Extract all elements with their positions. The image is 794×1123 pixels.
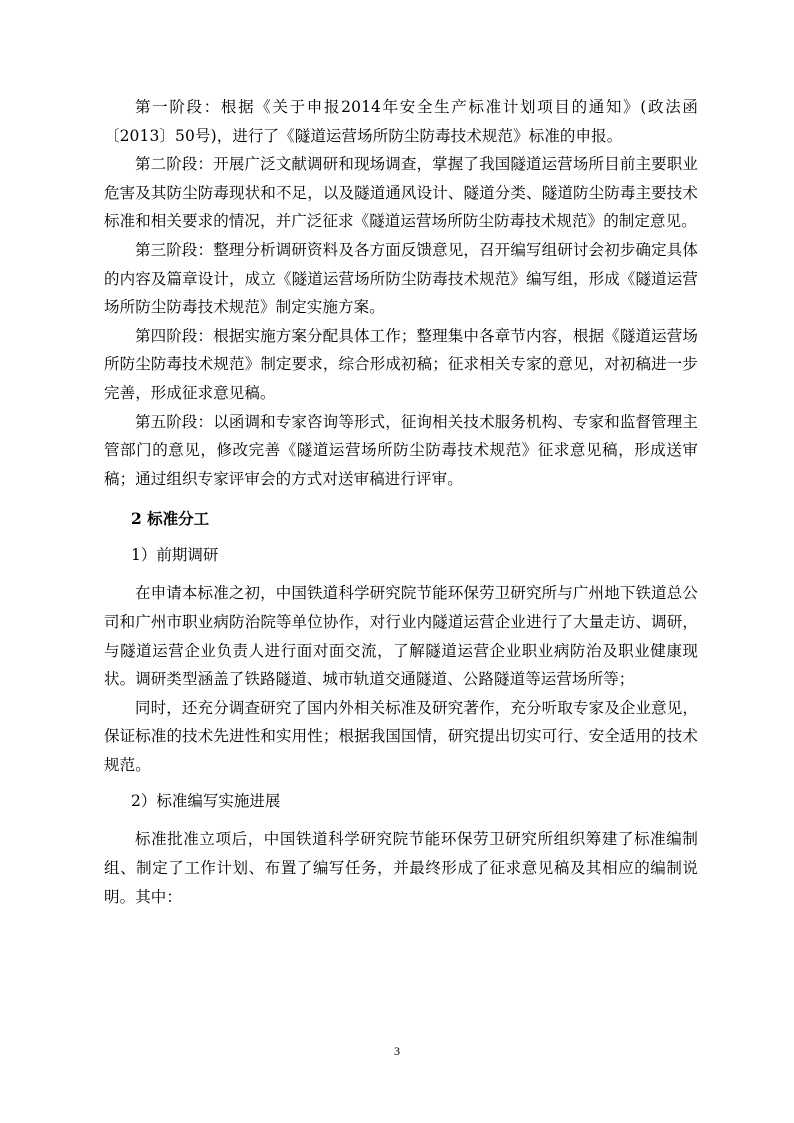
paragraph-stage3: 第三阶段：整理分析调研资料及各方面反馈意见，召开编写组研讨会初步确定具体的内容及篇章设计，成立《隧道运营场所防尘防毒技术规范》编写组，形成《隧道运营场所防尘防毒技术规范》制定实施方案。 bbox=[104, 240, 698, 317]
paragraph-stage1: 第一阶段：根据《关于申报2014年安全生产标准计划项目的通知》(政法函〔2013〕50号)，进行了《隧道运营场所防尘防毒技术规范》标准的申报。 bbox=[104, 98, 698, 145]
paragraph-progress1: 标准批准立项后，中国铁道科学研究院节能环保劳卫研究所组织筹建了标准编制组、制定了工作计划、布置了编写任务，并最终形成了征求意见稿及其相应的编制说明。其中： bbox=[104, 830, 698, 906]
paragraph-research2: 同时，还充分调查研究了国内外相关标准及研究著作，充分听取专家及企业意见，保证标准的技术先进性和实用性；根据我国国情，研究提出切实可行、安全适用的技术规范。 bbox=[104, 698, 698, 774]
section-heading-standard-division: 2 标准分工 bbox=[131, 509, 210, 529]
paragraph-stage4: 第四阶段：根据实施方案分配具体工作；整理集中各章节内容，根据《隧道运营场所防尘防毒技术规范》制定要求，综合形成初稿；征求相关专家的意见，对初稿进一步完善，形成征求意见稿。 bbox=[104, 326, 698, 402]
paragraph-research1: 在申请本标准之初，中国铁道科学研究院节能环保劳卫研究所与广州地下铁道总公司和广州市职业病防治院等单位协作，对行业内隧道运营企业进行了大量走访、调研，与隧道运营企业负责人进行面对面交流，了解隧道运营企业职业病防治及职业健康现状。调研类型涵盖了铁路隧道、城市轨道交通隧道、公路隧道等运营场所等； bbox=[104, 584, 698, 689]
paragraph-stage5: 第五阶段：以函调和专家咨询等形式，征询相关技术服务机构、专家和监督管理主管部门的意见，修改完善《隧道运营场所防尘防毒技术规范》征求意见稿，形成送审稿；通过组织专家评审会的方式对送审稿进行评审。 bbox=[104, 412, 698, 488]
body-text bbox=[104, 93, 698, 911]
paragraph-stage2: 第二阶段：开展广泛文献调研和现场调查，掌握了我国隧道运营场所目前主要职业危害及其防尘防毒现状和不足，以及隧道通风设计、隧道分类、隧道防尘防毒主要技术标准和相关要求的情况，并广泛征求《隧道运营场所防尘防毒技术规范》的制定意见。 bbox=[104, 155, 698, 231]
subheading-implementation-progress: 2）标准编写实施进展 bbox=[131, 792, 281, 811]
subheading-preliminary-research: 1）前期调研 bbox=[131, 546, 219, 565]
page-number: 3 bbox=[394, 1044, 400, 1058]
